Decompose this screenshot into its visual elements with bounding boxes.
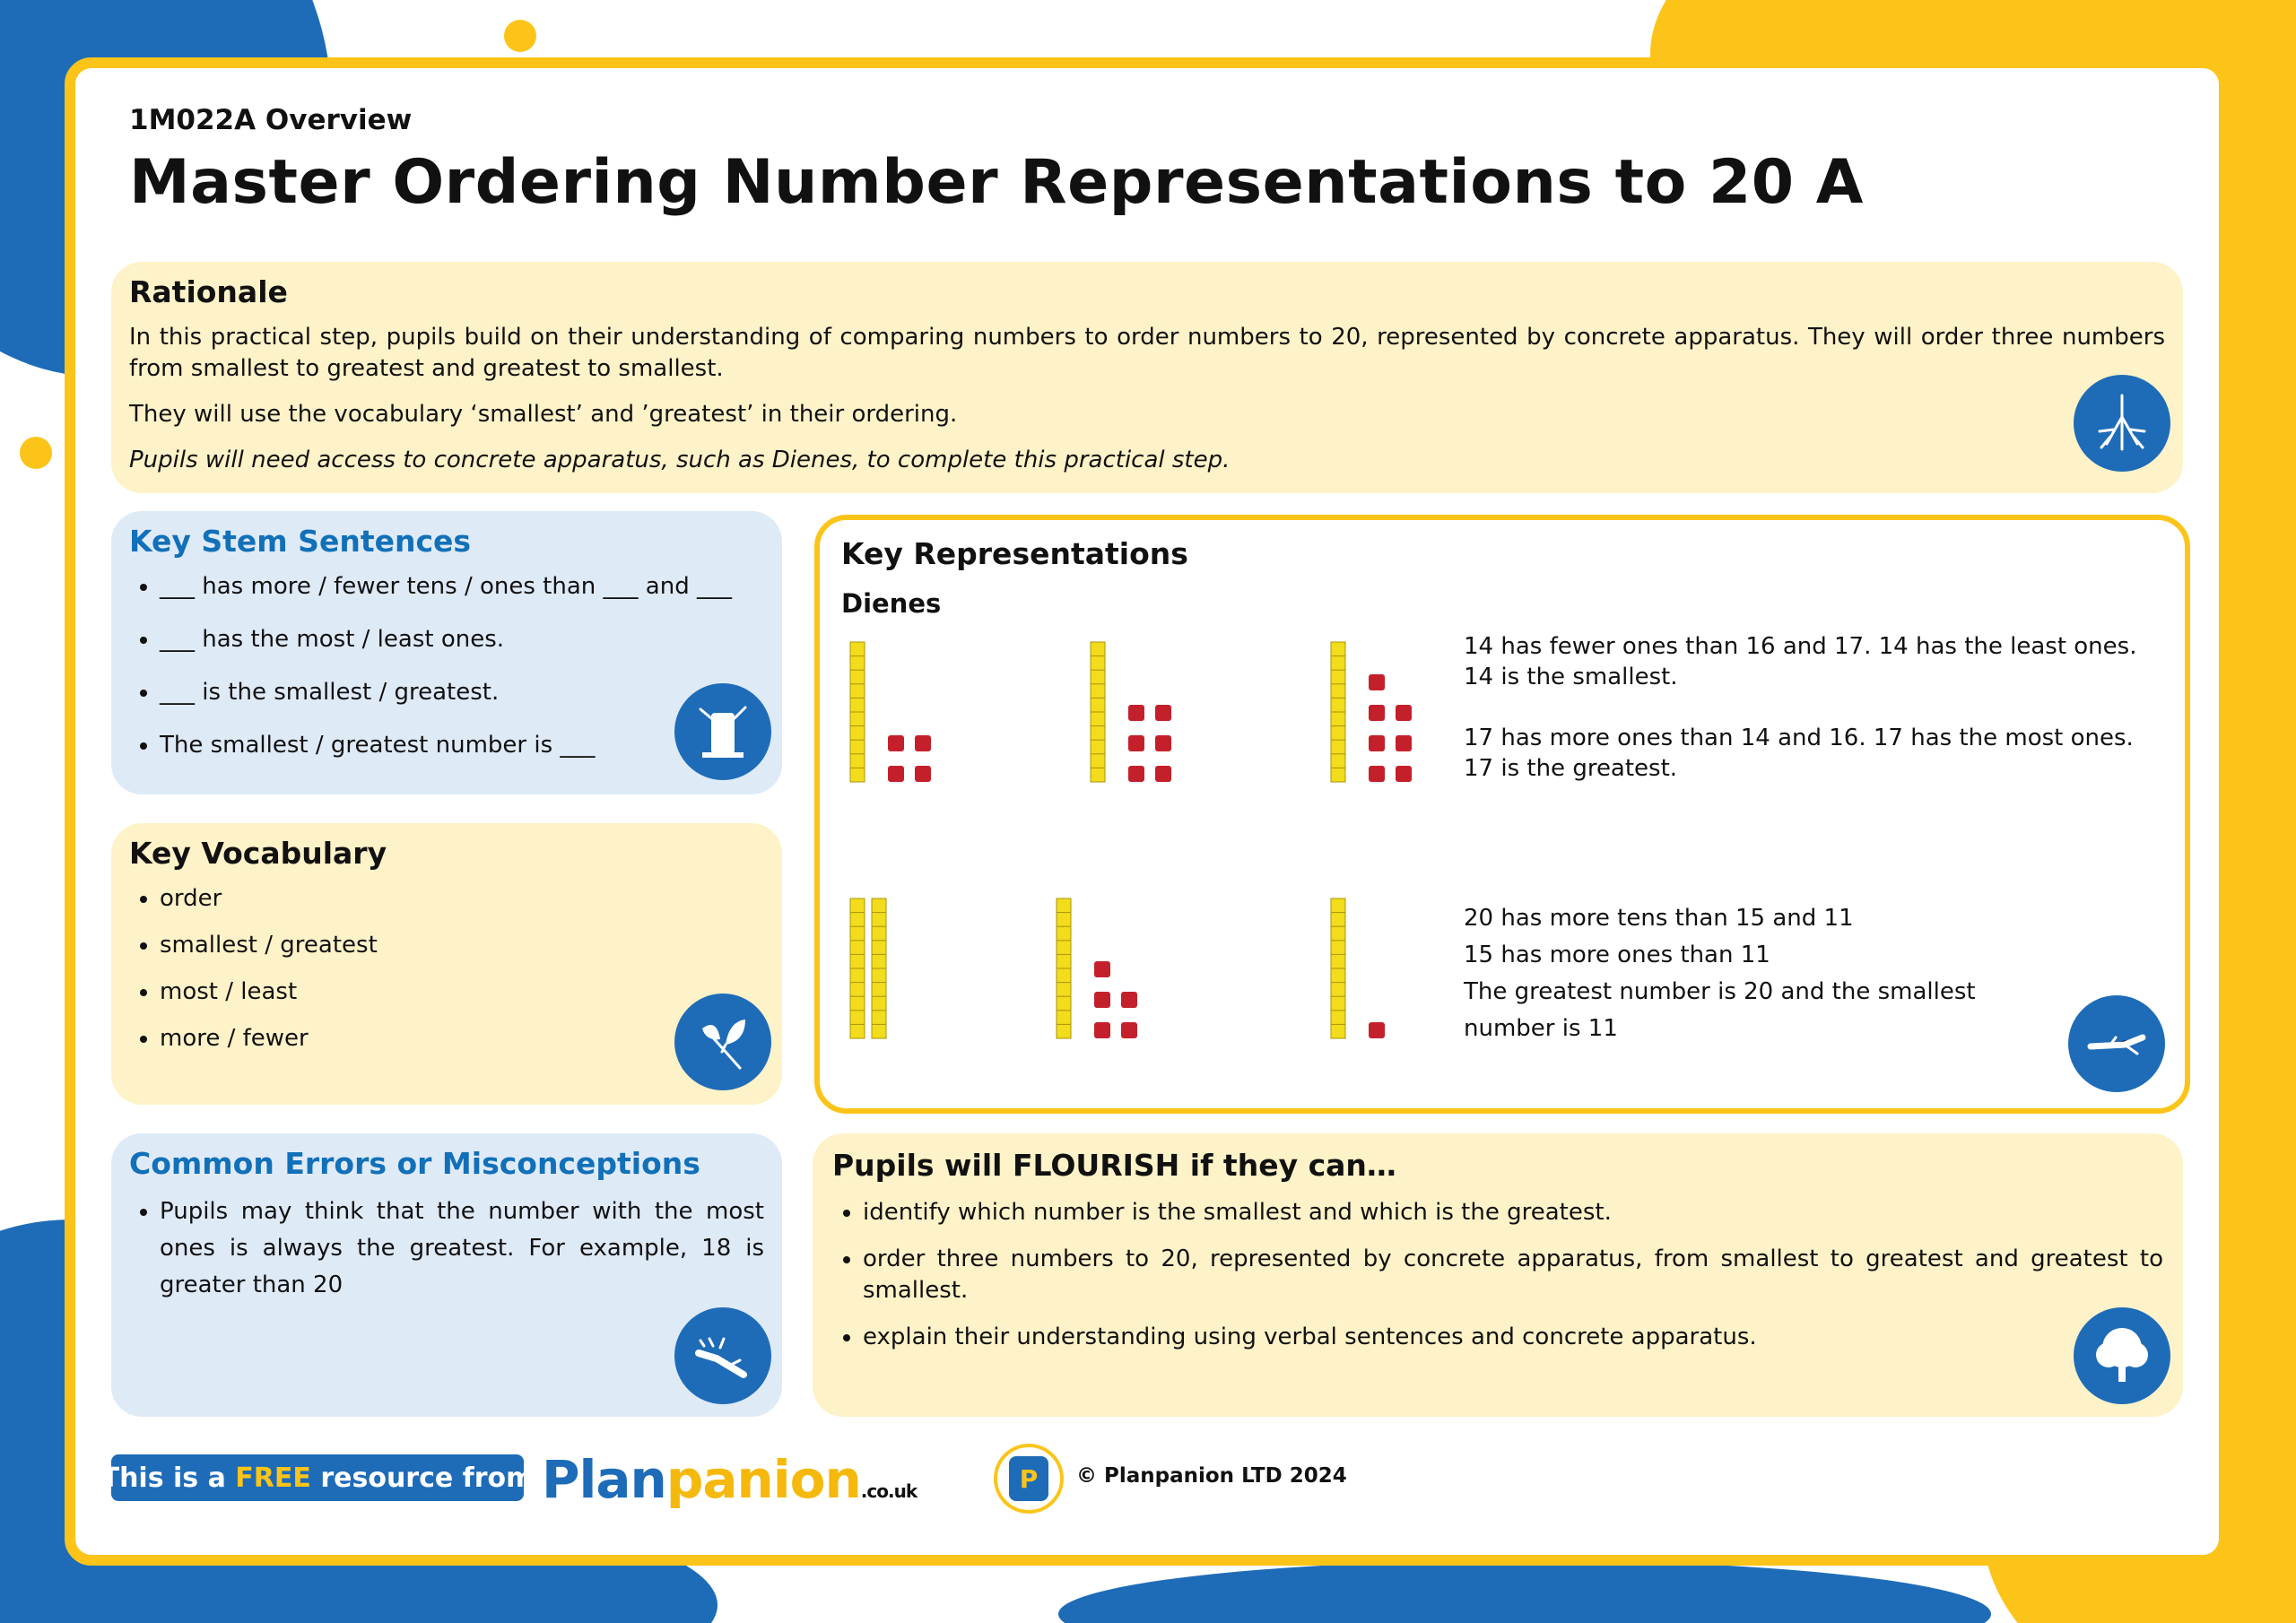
list-item: • identify which number is the smallest and which is the greatest.: [863, 1197, 2163, 1228]
statements-bottom: [1464, 900, 1976, 1047]
dienes-svg: [847, 640, 990, 784]
dienes-svg: [1053, 897, 1196, 1040]
rationale-heading: Rationale: [129, 274, 288, 309]
dienes-group-20: [847, 897, 990, 1044]
ones-cube: [1369, 674, 1385, 690]
stem-sentences-heading: Key Stem Sentences: [129, 524, 472, 559]
dienes-group-17: [1327, 640, 1471, 787]
ones-cube: [1094, 992, 1110, 1008]
ones-cube: [1128, 766, 1144, 782]
ones-cube: [1396, 766, 1412, 782]
roots-icon: [2074, 375, 2170, 472]
free-resource-banner[interactable]: [100, 1454, 535, 1501]
ones-cube: [1155, 705, 1171, 721]
ones-cube: [888, 766, 904, 782]
list-item: • The smallest / greatest number is ___: [160, 730, 764, 761]
logo-rest: panion: [665, 1449, 861, 1510]
dienes-svg: [1327, 897, 1471, 1040]
ones-cube: [1121, 1022, 1137, 1038]
representations-subheading: Dienes: [841, 588, 942, 619]
dienes-svg: [1087, 640, 1231, 784]
list-item: • ___ has the most / least ones.: [160, 624, 764, 655]
statement: 14 is the smallest.: [1464, 664, 1678, 690]
banner-free: FREE: [235, 1462, 311, 1494]
ones-cube: [1128, 705, 1144, 721]
banner-text: This is a: [100, 1462, 236, 1494]
banner-text: resource from: [310, 1462, 535, 1494]
ones-cube: [888, 735, 904, 751]
ones-cube: [915, 766, 931, 782]
vocabulary-panel: [111, 823, 782, 1105]
flourish-heading: Pupils will FLOURISH if they can…: [832, 1148, 1396, 1183]
dienes-group-16: [1087, 640, 1231, 787]
page-title: Master Ordering Number Representations to 20 A: [129, 147, 1864, 218]
leaves-icon: [674, 994, 771, 1090]
ones-cube: [1369, 766, 1385, 782]
list-item: • order three numbers to 20, represented by concrete apparatus, from smallest to greatest and greatest to smallest.: [863, 1244, 2163, 1306]
dienes-group-14: [847, 640, 990, 787]
misconceptions-heading: Common Errors or Misconceptions: [129, 1146, 700, 1181]
statement: 20 has more tens than 15 and 11: [1464, 905, 1854, 932]
statements-top: [1464, 631, 2136, 784]
copyright-text: © Planpanion LTD 2024: [1076, 1464, 1347, 1488]
logo-tld: .co.uk: [860, 1480, 918, 1502]
list-item: • ___ has more / fewer tens / ones than ___ and ___: [160, 571, 764, 603]
ones-cube: [1396, 735, 1412, 751]
planpanion-logo[interactable]: [542, 1449, 917, 1510]
ones-cube: [1121, 992, 1137, 1008]
ones-cube: [1155, 735, 1171, 751]
lesson-code: 1M022A Overview: [129, 104, 413, 136]
logo-lan: lan: [578, 1449, 666, 1510]
ones-cube: [1128, 735, 1144, 751]
tree-icon: [2074, 1307, 2170, 1404]
list-item: • ___ is the smallest / greatest.: [160, 677, 764, 708]
tree-trunk-icon: [674, 683, 771, 780]
dienes-svg: [847, 897, 990, 1040]
flourish-panel: [813, 1133, 2183, 1417]
statement: The greatest number is 20 and the smallest: [1464, 978, 1976, 1005]
list-item: • order: [160, 883, 764, 915]
list-item: • most / least: [160, 976, 764, 1008]
ones-cube: [1369, 735, 1385, 751]
rationale-paragraph: In this practical step, pupils build on their understanding of comparing numbers to order numbers to 20, represented by concrete apparatus. They will order three numbers from smallest to greatest and greatest to smallest.: [129, 324, 2165, 382]
statement: 17 has more ones than 14 and 16. 17 has the most ones.: [1464, 725, 2134, 751]
stem-sentences-panel: [111, 511, 782, 794]
representations-heading: Key Representations: [841, 536, 1188, 571]
ones-cube: [1094, 1022, 1110, 1038]
statement: number is 11: [1464, 1015, 1618, 1042]
ones-cube: [1094, 961, 1110, 977]
branch-icon: [2068, 995, 2165, 1092]
list-item: • explain their understanding using verbal sentences and concrete apparatus.: [863, 1322, 2163, 1353]
misconceptions-panel: [111, 1133, 782, 1417]
ones-cube: [1155, 766, 1171, 782]
ones-cube: [1369, 1022, 1385, 1038]
rationale-paragraph: They will use the vocabulary ‘smallest’ and ’greatest’ in their ordering.: [129, 401, 958, 428]
statement: 14 has fewer ones than 16 and 17. 14 has the least ones.: [1464, 633, 2137, 660]
list-item: • more / fewer: [160, 1023, 764, 1055]
ones-cube: [1396, 705, 1412, 721]
list-item: • Pupils may think that the number with the most ones is always the greatest. For example, 18 is greater than 20: [160, 1193, 764, 1304]
logo-p: P: [542, 1449, 579, 1510]
rationale-note: Pupils will need access to concrete apparatus, such as Dienes, to complete this practical step.: [129, 447, 1231, 473]
broken-branch-icon: [674, 1307, 771, 1404]
dienes-group-15: [1053, 897, 1196, 1044]
rationale-panel: [111, 262, 2183, 493]
ones-cube: [915, 735, 931, 751]
planpanion-badge-icon: [994, 1444, 1064, 1514]
statement: 15 has more ones than 11: [1464, 942, 1770, 968]
list-item: • smallest / greatest: [160, 930, 764, 961]
ones-cube: [1369, 705, 1385, 721]
statement: 17 is the greatest.: [1464, 755, 1678, 782]
badge-letter: P: [1009, 1456, 1048, 1501]
statement-spacer: [1464, 692, 2136, 723]
dienes-svg: [1327, 640, 1471, 784]
dienes-group-11: [1327, 897, 1471, 1044]
vocabulary-heading: Key Vocabulary: [129, 836, 387, 871]
key-representations-panel: [814, 515, 2190, 1114]
